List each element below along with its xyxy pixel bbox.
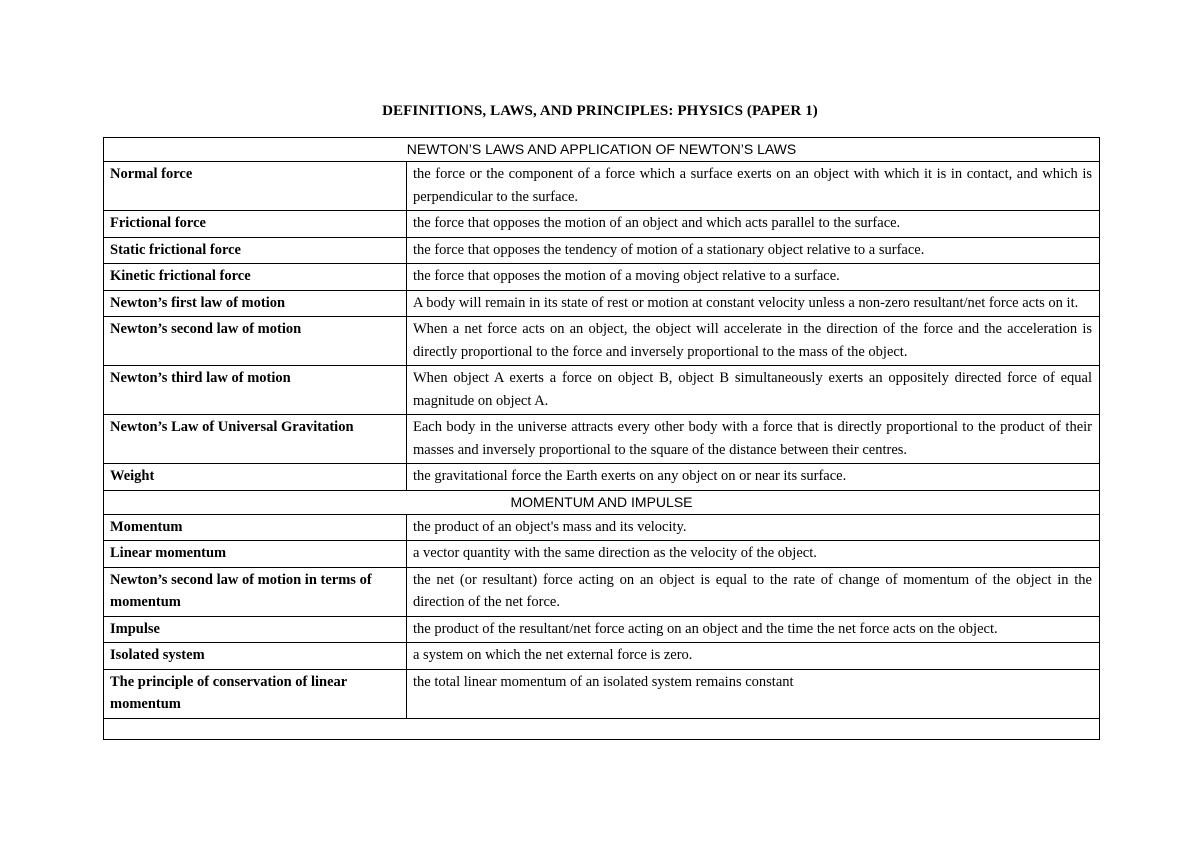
term-cell: Frictional force <box>104 211 407 238</box>
term-cell: Newton’s second law of motion <box>104 317 407 366</box>
definition-cell: When object A exerts a force on object B, object B simultaneously exerts an oppositely directed force of equal magnitude on object A. <box>407 366 1100 415</box>
table-row <box>104 669 1100 718</box>
term-cell: Momentum <box>104 514 407 541</box>
term-cell: Newton’s third law of motion <box>104 366 407 415</box>
empty-row <box>104 718 1100 739</box>
document-title: DEFINITIONS, LAWS, AND PRINCIPLES: PHYSICS (PAPER 1) <box>382 103 818 119</box>
table-row <box>104 264 1100 291</box>
table-row <box>104 317 1100 366</box>
definition-cell: the force that opposes the tendency of motion of a stationary object relative to a surface. <box>407 237 1100 264</box>
table-row <box>104 464 1100 491</box>
definition-cell: the gravitational force the Earth exerts on any object on or near its surface. <box>407 464 1100 491</box>
term-cell: Linear momentum <box>104 541 407 568</box>
definition-cell: the product of the resultant/net force acting on an object and the time the net force acts on the object. <box>407 616 1100 643</box>
term-cell: Static frictional force <box>104 237 407 264</box>
term-cell: Weight <box>104 464 407 491</box>
definition-cell: the force that opposes the motion of a moving object relative to a surface. <box>407 264 1100 291</box>
term-cell: Impulse <box>104 616 407 643</box>
definition-cell: the force that opposes the motion of an object and which acts parallel to the surface. <box>407 211 1100 238</box>
table-row <box>104 415 1100 464</box>
table-row <box>104 541 1100 568</box>
definition-cell: the product of an object's mass and its velocity. <box>407 514 1100 541</box>
definition-cell: a vector quantity with the same direction as the velocity of the object. <box>407 541 1100 568</box>
section-heading-row <box>104 490 1100 514</box>
term-cell: Kinetic frictional force <box>104 264 407 291</box>
definition-cell: When a net force acts on an object, the object will accelerate in the direction of the force and the acceleration is directly proportional to the force and inversely proportional to the mass of the object. <box>407 317 1100 366</box>
definition-cell: Each body in the universe attracts every other body with a force that is directly proportional to the product of their masses and inversely proportional to the square of the distance between their centres. <box>407 415 1100 464</box>
table-row <box>104 643 1100 670</box>
term-cell: Normal force <box>104 162 407 211</box>
section-heading: NEWTON’S LAWS AND APPLICATION OF NEWTON’S LAWS <box>104 138 1100 162</box>
term-cell: Newton’s Law of Universal Gravitation <box>104 415 407 464</box>
term-cell: Newton’s first law of motion <box>104 290 407 317</box>
table-row <box>104 567 1100 616</box>
table-row <box>104 162 1100 211</box>
definitions-table <box>103 137 1100 740</box>
section-heading: MOMENTUM AND IMPULSE <box>104 490 1100 514</box>
section-heading-row <box>104 138 1100 162</box>
definition-cell: a system on which the net external force is zero. <box>407 643 1100 670</box>
definition-cell: the force or the component of a force which a surface exerts on an object with which it is in contact, and which is perpendicular to the surface. <box>407 162 1100 211</box>
term-cell: Isolated system <box>104 643 407 670</box>
table-row <box>104 290 1100 317</box>
definition-cell: A body will remain in its state of rest or motion at constant velocity unless a non-zero resultant/net force acts on it. <box>407 290 1100 317</box>
table-row <box>104 237 1100 264</box>
table-row <box>104 616 1100 643</box>
term-cell: Newton’s second law of motion in terms of momentum <box>104 567 407 616</box>
empty-cell <box>104 718 1100 739</box>
table-row <box>104 211 1100 238</box>
table-row <box>104 366 1100 415</box>
definition-cell: the net (or resultant) force acting on an object is equal to the rate of change of momentum of the object in the direction of the net force. <box>407 567 1100 616</box>
table-row <box>104 514 1100 541</box>
term-cell: The principle of conservation of linear momentum <box>104 669 407 718</box>
definition-cell: the total linear momentum of an isolated system remains constant <box>407 669 1100 718</box>
